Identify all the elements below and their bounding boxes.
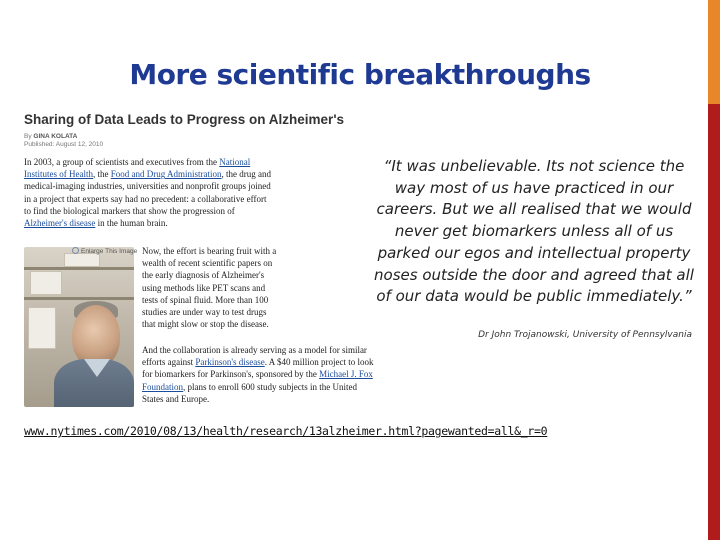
link-nih[interactable]: National Institutes of Health	[24, 157, 251, 180]
link-michael-j-fox-foundation[interactable]: Michael J. Fox Foundation	[142, 369, 373, 392]
source-url-link[interactable]: www.nytimes.com/2010/08/13/health/research/13alzheimer.html?pagewanted=all&_r=0	[24, 424, 548, 438]
slide-title: More scientific breakthroughs	[129, 58, 591, 91]
para1-text-4: in the human brain.	[95, 218, 168, 229]
link-fda[interactable]: Food and Drug Administration	[110, 169, 222, 180]
accent-bar-red	[708, 104, 720, 540]
para3-text-3: , plans to enroll 600 study subjects in the United States and Europe.	[142, 381, 357, 404]
photo-shelf	[24, 297, 134, 300]
enlarge-image-link[interactable]	[72, 247, 137, 255]
magnifier-icon	[72, 247, 79, 254]
article-paragraph-2: Now, the effort is bearing fruit with a wealth of recent scientific papers on the early diagnosis of Alzheimer's using methods like PET scans and tests of spinal fluid. More than 100 studies are under way to test drugs that might slow or stop the disease.	[142, 246, 277, 330]
photo-shelf	[24, 267, 134, 270]
article-author: GINA KOLATA	[33, 133, 78, 140]
para3-text-1: And the collaboration is already serving as a model for similar efforts against	[142, 345, 367, 368]
para1-text-2: , the	[93, 169, 111, 180]
article-paragraph-3	[142, 344, 374, 405]
photo-face	[72, 305, 120, 367]
pull-quote: “It was unbelievable. Its not science the way most of us have practiced in our careers. But we all realised that we would never get biomarkers unless all of us parked our egos and intellectual property noses outside the door and agreed that all of our data would be public immediately.”	[374, 157, 694, 306]
article-byline	[24, 133, 374, 149]
photo-paper-stack	[30, 271, 62, 295]
photo-paper-stack	[64, 253, 100, 267]
article-photo[interactable]	[24, 247, 134, 407]
para3-text-2: . A $40 million project to look for biomarkers for Parkinson's, sponsored by the	[142, 357, 374, 380]
article-published-date: Published: August 12, 2010	[24, 141, 104, 148]
article-paragraph-1	[24, 156, 274, 229]
link-alzheimers-disease[interactable]: Alzheimer's disease	[24, 218, 96, 229]
photo-paper-stack	[28, 307, 56, 349]
byline-prefix: By	[24, 133, 32, 140]
article-headline: Sharing of Data Leads to Progress on Alzheimer's	[24, 112, 345, 127]
enlarge-image-label: Enlarge This Image	[81, 248, 138, 255]
para1-text-3: , the drug and medical-imaging industries, universities and nonprofit groups joined in a project that experts say had no precedent: a collaborative effort to find the biological markers that show the progression of	[24, 169, 271, 216]
para1-text-1: In 2003, a group of scientists and executives from the	[24, 157, 220, 167]
link-parkinsons-disease[interactable]: Parkinson's disease	[195, 357, 265, 368]
quote-attribution: Dr John Trojanowski, University of Pennsylvania	[478, 330, 692, 340]
article-clipping	[24, 112, 374, 404]
